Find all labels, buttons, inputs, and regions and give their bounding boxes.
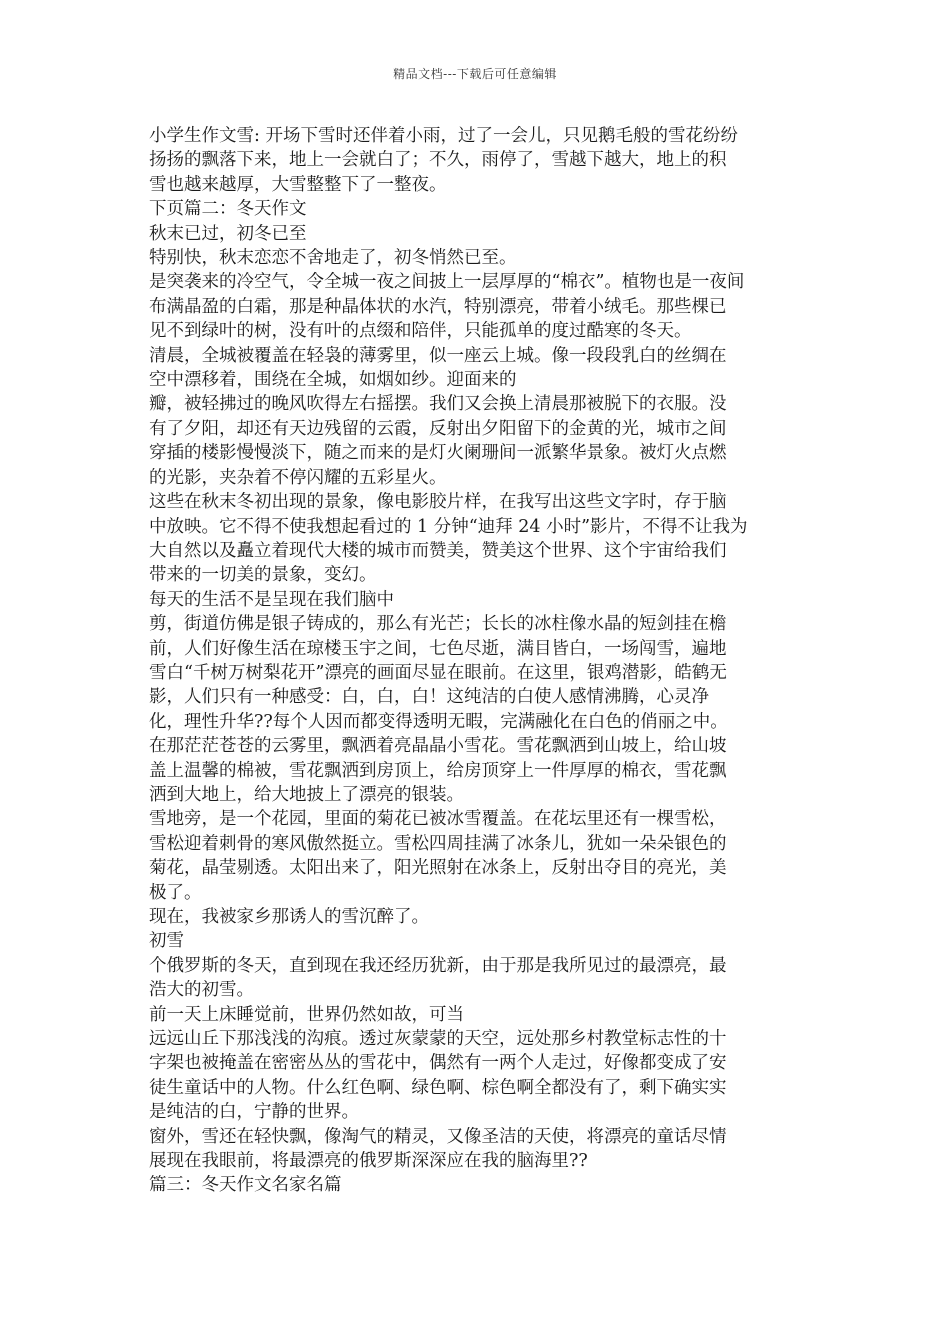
- text-line: 扬扬的飘落下来，地上一会就白了；不久，雨停了，雪越下越大，地上的积: [149, 150, 727, 171]
- text-line: 下页篇二：冬天作文: [149, 199, 307, 220]
- text-line: 远远山丘下那浅浅的沟痕。透过灰蒙蒙的天空，远处那乡村教堂标志性的十: [149, 1029, 727, 1050]
- text-line: 小学生作文雪: 开场下雪时还伴着小雨，过了一会儿，只见鹅毛般的雪花纷纷: [149, 126, 738, 146]
- text-line: 清晨，全城被覆盖在轻袅的薄雾里，似一座云上城。像一段段乳白的丝绸在: [149, 345, 727, 366]
- text-line: 的光影，夹杂着不停闪耀的五彩星火。: [149, 467, 447, 488]
- text-line: 大自然以及矗立着现代大楼的城市而赞美，赞美这个世界、这个宇宙给我们: [149, 540, 727, 561]
- text-line: 秋末已过，初冬已至: [149, 223, 307, 244]
- text-line: 这些在秋末冬初出现的景象，像电影胶片样，在我写出这些文字时，存于脑: [149, 492, 727, 513]
- text-line: 菊花，晶莹剔透。太阳出来了，阳光照射在冰条上，反射出夺目的亮光，美: [149, 858, 727, 879]
- text-line: 个俄罗斯的冬天，直到现在我还经历犹新，由于那是我所见过的最漂亮，最: [149, 955, 727, 976]
- text-line: 徒生童话中的人物。什么红色啊、绿色啊、棕色啊全都没有了，剩下确实实: [149, 1077, 727, 1098]
- text-line: 窗外，雪还在轻快飘，像淘气的精灵，又像圣洁的天使，将漂亮的童话尽情: [149, 1126, 727, 1147]
- text-line: 布满晶盈的白霜，那是种晶体状的水汽，特别漂亮，带着小绒毛。那些棵已: [149, 296, 727, 317]
- text-line: 影，人们只有一种感受：白，白，白！这纯洁的白使人感情沸腾，心灵净: [149, 687, 709, 708]
- text-line: 中放映。它不得不使我想起看过的 1 分钟“迪拜 24 小时”影片，不得不让我为: [149, 516, 748, 537]
- text-line: 是突袭来的冷空气，令全城一夜之间披上一层厚厚的“棉衣”。植物也是一夜间: [149, 272, 745, 293]
- text-line: 特别快，秋末恋恋不舍地走了，初冬悄然已至。: [149, 248, 517, 269]
- text-line: 极了。: [149, 882, 202, 903]
- text-line: 空中漂移着，围绕在全城，如烟如纱。迎面来的: [149, 370, 517, 391]
- page-header: 精品文档---下载后可任意编辑: [393, 67, 557, 81]
- text-line: 每天的生活不是呈现在我们脑中: [149, 589, 394, 610]
- text-line: 有了夕阳，却还有天边残留的云霞，反射出夕阳留下的金黄的光，城市之间: [149, 418, 727, 439]
- document-body: [149, 124, 809, 1198]
- text-line: 前，人们好像生活在琼楼玉宇之间，七色尽逝，满目皆白，一场闯雪，遍地: [149, 638, 727, 659]
- text-line: 雪地旁，是一个花园，里面的菊花已被冰雪覆盖。在花坛里还有一棵雪松，: [149, 809, 727, 830]
- text-line: 雪白“千树万树梨花开”漂亮的画面尽显在眼前。在这里，银鸡潜影，皓鹤无: [149, 662, 727, 683]
- text-line: 是纯洁的白，宁静的世界。: [149, 1102, 359, 1123]
- text-line: 前一天上床睡觉前，世界仍然如故，可当: [149, 1004, 464, 1025]
- text-line: 穿插的楼影慢慢淡下，随之而来的是灯火阑珊间一派繁华景象。被灯火点燃: [149, 443, 727, 464]
- text-line: 雪松迎着刺骨的寒风傲然挺立。雪松四周挂满了冰条儿，犹如一朵朵银色的: [149, 833, 727, 854]
- text-line: 雪也越来越厚，大雪整整下了一整夜。: [149, 174, 447, 195]
- text-line: 展现在我眼前，将最漂亮的俄罗斯深深应在我的脑海里??: [149, 1151, 588, 1172]
- text-line: 瓣，被轻拂过的晚风吹得左右摇摆。我们又会换上清晨那被脱下的衣服。没: [149, 394, 727, 415]
- text-line: 洒到大地上，给大地披上了漂亮的银装。: [149, 784, 464, 805]
- text-line: 带来的一切美的景象，变幻。: [149, 565, 377, 586]
- text-line: 浩大的初雪。: [149, 980, 254, 1001]
- text-line: 见不到绿叶的树，没有叶的点缀和陪伴，只能孤单的度过酷寒的冬天。: [149, 321, 692, 342]
- text-line: 篇三：冬天作文名家名篇: [149, 1175, 342, 1196]
- text-line: 在那茫茫苍苍的云雾里，飘洒着亮晶晶小雪花。雪花飘洒到山坡上，给山坡: [149, 736, 727, 757]
- text-line: 现在，我被家乡那诱人的雪沉醉了。: [149, 907, 429, 927]
- text-line: 初雪: [149, 931, 184, 952]
- text-line: 剪，街道仿佛是银子铸成的，那么有光芒；长长的冰柱像水晶的短剑挂在檐: [149, 614, 727, 635]
- text-line: 字架也被掩盖在密密丛丛的雪花中，偶然有一两个人走过，好像都变成了安: [149, 1053, 727, 1074]
- text-line: 盖上温馨的棉被，雪花飘洒到房顶上，给房顶穿上一件厚厚的棉衣，雪花飘: [149, 760, 727, 781]
- text-line: 化，理性升华??每个人因而都变得透明无暇，完满融化在白色的俏丽之中。: [149, 711, 728, 732]
